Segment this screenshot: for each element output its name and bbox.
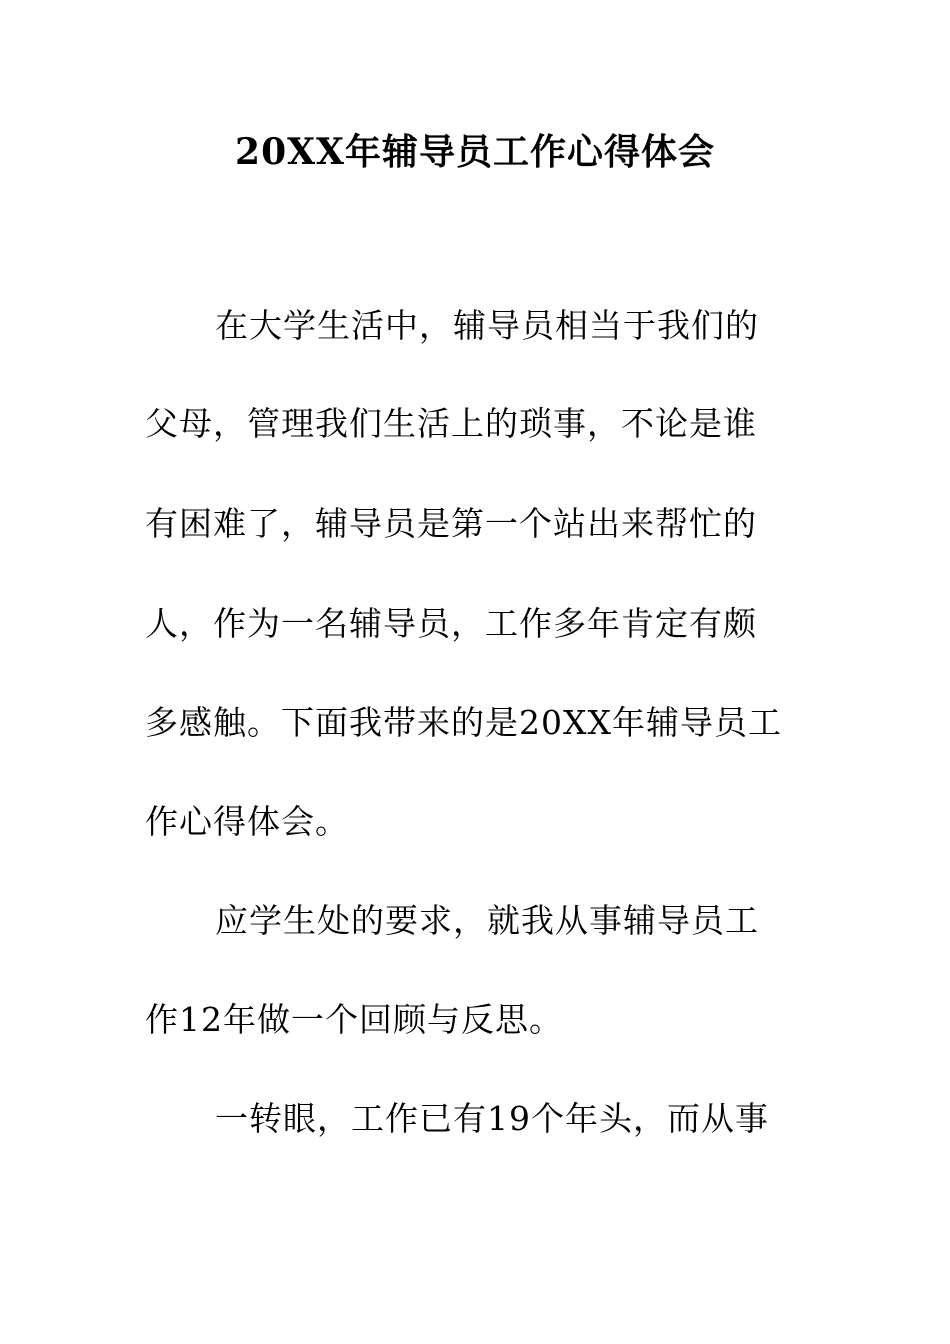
document-title: 20XX年辅导员工作心得体会 xyxy=(235,131,715,173)
paragraph-1-line-4: 人，作为一名辅导员，工作多年肯定有颇 xyxy=(145,604,757,643)
paragraph-2-line-2: 作12年做一个回顾与反思。 xyxy=(145,1000,563,1039)
paragraph-1-line-5: 多感触。下面我带来的是20XX年辅导员工 xyxy=(145,703,782,742)
paragraph-3-line-1: 一转眼，工作已有19个年头，而从事 xyxy=(215,1099,769,1138)
paragraph-1-line-2: 父母，管理我们生活上的琐事，不论是谁 xyxy=(145,404,757,443)
paragraph-1-line-1: 在大学生活中，辅导员相当于我们的 xyxy=(215,306,759,345)
paragraph-1-line-6: 作心得体会。 xyxy=(145,802,349,841)
paragraph-2-line-1: 应学生处的要求，就我从事辅导员工 xyxy=(215,901,759,940)
paragraph-1-line-3: 有困难了，辅导员是第一个站出来帮忙的 xyxy=(145,504,757,543)
